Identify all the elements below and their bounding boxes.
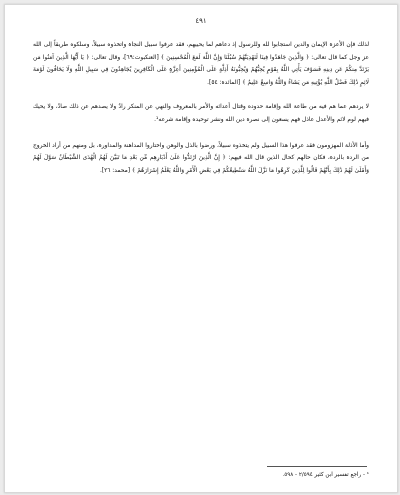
footnote-divider bbox=[267, 466, 367, 467]
page-body bbox=[33, 39, 369, 189]
paragraph-2: لا يردهم عما هم فيه من طاعة الله وإقامة حدوده وقتال أعدائه والأمر بالمعروف والنهي عن المنكر رادٌ ولا يصدهم عن ذلك صادٌ، ولا يحيك فيهم لوم لائم والأعدل عاذل فهم يسعون إلى نصرة دين الله ونشر توحيده وإقامة شرعه¹. bbox=[33, 104, 369, 123]
paragraph-1: لذلك فإن الأعزة الإيمان والدين استجابوا لله وللرسول إذ دعاهم لما يحييهم، فقد عرفوا سبيل النجاة واتخذوه سبيلاً، وسلكوه طريقاً إلى الله عز وجل كما قال تعالى: ﴿ وَالَّذِينَ جَاهَدُوا فِينَا لَنَهْدِيَنَّهُمْ سُبُلَنَا وَإِنَّ اللَّهَ لَمَعَ الْمُحْسِنِينَ ﴾ [العنكبوت:٦٩]، وقال تعالى: ﴿ يَا أَيُّهَا الَّذِينَ آمَنُوا مَن يَرْتَدَّ مِنكُمْ عَن دِينِهِ فَسَوْفَ يَأْتِي اللَّهُ بِقَوْمٍ يُحِبُّهُمْ وَيُحِبُّونَهُ أَذِلَّةٍ عَلَى الْمُؤْمِنِينَ أَعِزَّةٍ عَلَى الْكَافِرِينَ يُجَاهِدُونَ فِي سَبِيلِ اللَّهِ وَلَا يَخَافُونَ لَوْمَةَ لَائِمٍ ذَٰلِكَ فَضْلُ اللَّهِ يُؤْتِيهِ مَن يَشَاءُ وَاللَّهُ وَاسِعٌ عَلِيمٌ ﴾ [المائدة: ٥٤]. bbox=[33, 42, 369, 86]
page-number: ٤٩١ bbox=[195, 17, 207, 25]
footnote: ¹ - راجع تفسير ابن كثير ٢/٥٩٤ - ٥٩٨. bbox=[282, 472, 369, 478]
document-page bbox=[4, 4, 398, 493]
paragraph-3: وأما الأذلة المهزومون فقد عرفوا هذا السبيل ولم يتخذوه سبيلاً، ورضوا بالذل والوهن واختاروا المداهنة والمداورة، بل ومنهم من أراد الخروج من الردة بالردة، فكان حالهم كحال الذين قال الله فيهم: ﴿ إِنَّ الَّذِينَ ارْتَدُّوا عَلَىٰ أَدْبَارِهِم مِّن بَعْدِ مَا تَبَيَّنَ لَهُمُ الْهُدَى الشَّيْطَانُ سَوَّلَ لَهُمْ وَأَمْلَىٰ لَهُمْ ذَٰلِكَ بِأَنَّهُمْ قَالُوا لِلَّذِينَ كَرِهُوا مَا نَزَّلَ اللَّهُ سَنُطِيعُكُمْ فِي بَعْضِ الْأَمْرِ وَاللَّهُ يَعْلَمُ إِسْرَارَهُمْ ﴾ [محمد: ٢٦]. bbox=[33, 142, 369, 174]
